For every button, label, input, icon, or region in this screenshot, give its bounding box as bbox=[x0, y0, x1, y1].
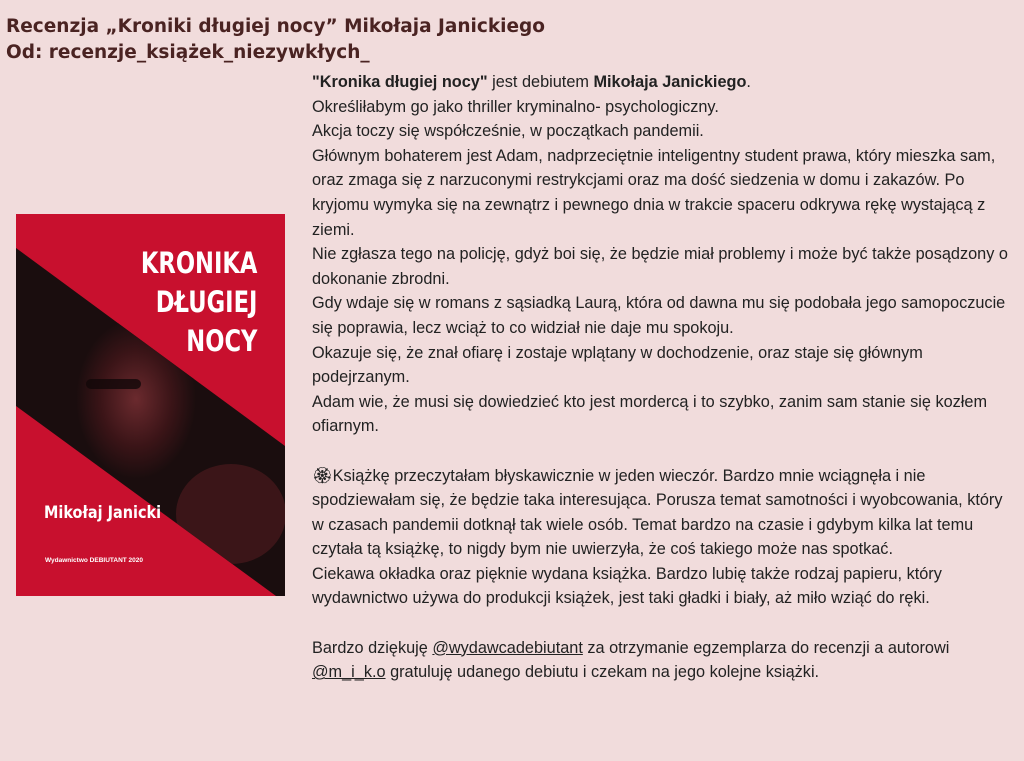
intro-end: . bbox=[746, 73, 751, 91]
summary-paragraph: Nie zgłasza tego na policję, gdyż boi się, że będzie miał problemy i może być także posądzony o dokonanie zbrodni. bbox=[312, 245, 1008, 288]
cover-title-line: KRONIKA bbox=[140, 246, 257, 280]
cover-title-line: NOCY bbox=[185, 324, 257, 358]
author-name: Mikołaja Janickiego bbox=[593, 73, 747, 91]
book-title: "Kronika długiej nocy" bbox=[312, 73, 488, 91]
summary-paragraph: Okazuje się, że znał ofiarę i zostaje wplątany w dochodzenie, oraz staje się głównym podejrzanym. bbox=[312, 343, 923, 387]
publisher-mention-link[interactable]: @wydawcadebiutant bbox=[432, 638, 583, 657]
summary-paragraph: Akcja toczy się współcześnie, w początkach pandemii. bbox=[312, 122, 704, 141]
review-author-line: Od: recenzje_książek_niezywkłych_ bbox=[6, 42, 370, 63]
author-mention-link[interactable]: @m_i_k.o bbox=[312, 663, 386, 682]
thanks-text: za otrzymanie egzemplarza do recenzji a autorowi bbox=[582, 638, 950, 657]
intro-text: jest debiutem bbox=[487, 73, 594, 91]
review-intro bbox=[312, 70, 1018, 95]
header bbox=[6, 14, 545, 66]
cover-author: Mikołaj Janicki bbox=[44, 503, 162, 523]
book-cover bbox=[16, 214, 285, 596]
opinion-paragraph: Ciekawa okładka oraz pięknie wydana książka. Bardzo lubię także rodzaj papieru, który wydawnictwo używa do produkcji książek, jest taki gładki i biały, aż miło wziąć do ręki. bbox=[312, 564, 942, 608]
thanks-text: Bardzo dziękuję bbox=[312, 638, 433, 657]
summary-paragraph: Adam wie, że musi się dowiedzieć kto jest mordercą i to szybko, zanim sam stanie się kozłem ofiarnym. bbox=[312, 392, 988, 436]
summary-paragraph: Gdy wdaje się w romans z sąsiadką Laurą, która od dawna mu się podobała jego samopoczucie się poprawia, lecz wciąż to co widział nie daje mu spokoju. bbox=[312, 294, 1006, 337]
thanks-text: gratuluję udanego debiutu i czekam na jego kolejne książki. bbox=[385, 663, 820, 682]
review-title: Recenzja „Kroniki długiej nocy” Mikołaja Janickiego bbox=[6, 16, 546, 37]
cover-title bbox=[140, 244, 257, 361]
opinion-paragraph: 🏵Książkę przeczytałam błyskawicznie w jeden wieczór. Bardzo mnie wciągnęła i nie spodziewałam się, że będzie taka interesująca. Porusza temat samotności i wyobcowania, który w czasach pandemii dotknął tak wiele osób. Temat bardzo na czasie i gdybym kilka lat temu czytała tą książkę, to nigdy bym nie uwierzyła, że coś takiego może nas spotkać. bbox=[312, 466, 1003, 559]
cover-title-line: DŁUGIEJ bbox=[155, 285, 257, 319]
cover-publisher: Wydawnictwo DEBIUTANT 2020 bbox=[45, 557, 143, 564]
review-body bbox=[312, 70, 1018, 685]
summary-paragraph: Określiłabym go jako thriller kryminalno- psychologiczny. bbox=[312, 97, 719, 116]
summary-paragraph: Głównym bohaterem jest Adam, nadprzeciętnie inteligentny student prawa, który mieszka sam, oraz zmaga się z narzuconymi restrykcjami oraz ma dość siedzenia w domu i zakazów. Po kryjomu wymyka się na zewnątrz i pewnego dnia w trakcie spaceru odkrywa rękę wystającą z ziemi. bbox=[312, 146, 996, 239]
thanks-paragraph bbox=[312, 636, 1018, 685]
cover-hand-shape bbox=[176, 464, 285, 564]
